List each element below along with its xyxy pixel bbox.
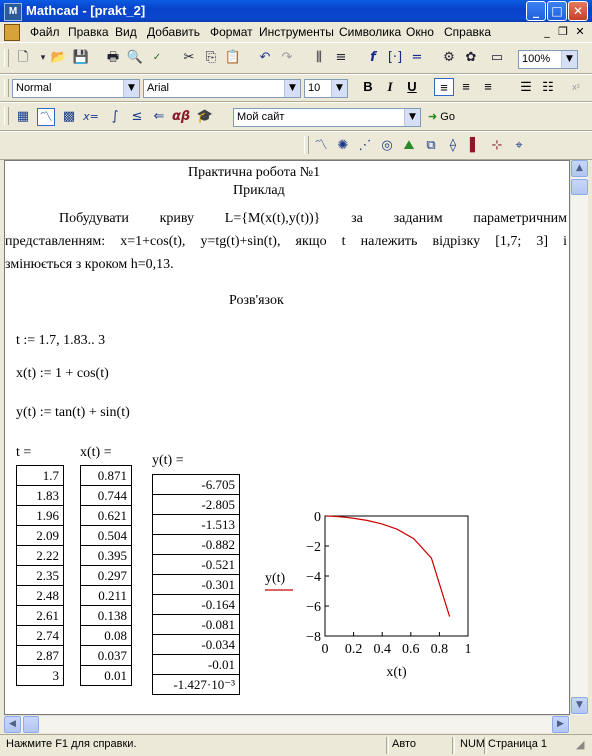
new-icon[interactable]: 🗋	[17, 50, 29, 65]
table-row	[153, 555, 240, 575]
menu-format[interactable]: Формат	[210, 25, 253, 39]
y-value-cell: -0.882	[153, 535, 240, 555]
xy-plot-icon[interactable]: 〽	[314, 138, 328, 153]
status-separator	[484, 737, 487, 754]
italic-button[interactable]: I	[387, 79, 393, 94]
table-row	[17, 646, 64, 666]
style-value: Normal	[16, 82, 52, 94]
table-row	[153, 475, 240, 495]
go-arrow-icon: ➜	[428, 111, 438, 123]
x-value-cell: 0.621	[81, 506, 132, 526]
3d-scatter-icon[interactable]: ⛰	[403, 138, 415, 153]
math-toolbar	[0, 102, 592, 131]
table-row	[81, 506, 132, 526]
menu-view[interactable]: Вид	[115, 25, 137, 39]
status-num-lock: NUM	[460, 738, 486, 750]
zoom-dropdown-icon[interactable]: ▼	[561, 51, 577, 68]
x-value-cell: 0.744	[81, 486, 132, 506]
align-across-icon[interactable]: ⫼	[316, 50, 322, 65]
style-select[interactable]	[12, 79, 140, 98]
table-row	[153, 675, 240, 695]
table-row	[17, 566, 64, 586]
evaluation-icon[interactable]: x=	[83, 110, 99, 123]
horizontal-scrollbar[interactable]	[4, 715, 570, 733]
x-tick-label: 0.2	[344, 642, 363, 657]
calculate-icon[interactable]: =	[411, 50, 423, 65]
task-line-2: представленням: x=1+cos(t), y=tg(t)+sin(t), якщо t належить відрізку [1,7; 3] і	[5, 234, 567, 249]
align-down-icon[interactable]: ≡	[335, 50, 347, 65]
font-size-select[interactable]	[304, 79, 348, 98]
y-function-definition[interactable]: y(t) := tan(t) + sin(t)	[16, 405, 130, 420]
worksheet[interactable]	[4, 160, 570, 715]
graph-toolbar-icon[interactable]: 〽	[37, 108, 55, 126]
toolbar-grip[interactable]	[4, 79, 9, 97]
x-function-definition[interactable]: x(t) := 1 + cos(t)	[16, 366, 109, 381]
t-value-cell: 2.87	[17, 646, 64, 666]
go-button[interactable]	[428, 110, 455, 123]
x-value-cell: 0.504	[81, 526, 132, 546]
y-value-cell: -6.705	[153, 475, 240, 495]
zoom-value: 100%	[522, 53, 551, 65]
t-value-cell: 1.7	[17, 466, 64, 486]
table-row	[17, 546, 64, 566]
y-value-cell: -0.081	[153, 615, 240, 635]
url-value: Мой сайт	[237, 111, 285, 123]
window-title: Mathcad - [prakt_2]	[26, 3, 146, 18]
x-value-cell: 0.211	[81, 586, 132, 606]
font-size-value: 10	[308, 82, 321, 94]
table-row	[81, 566, 132, 586]
matrix-icon[interactable]: ▩	[62, 109, 76, 124]
status-separator	[386, 737, 389, 754]
x-tick-label: 0.8	[430, 642, 449, 657]
scroll-left-button[interactable]: ◀	[4, 716, 21, 733]
menu-file[interactable]: Файл	[30, 25, 60, 39]
zoom-select[interactable]	[518, 50, 578, 69]
bold-button[interactable]: B	[363, 79, 373, 94]
plot-frame	[325, 516, 468, 636]
x-tick-label: 1	[464, 642, 472, 657]
table-row	[17, 666, 64, 686]
table-row	[153, 615, 240, 635]
3d-bar-icon[interactable]: ⧉	[426, 138, 436, 153]
menu-insert[interactable]: Добавить	[147, 25, 201, 39]
status-bar	[0, 734, 592, 756]
x-eval-label: x(t) =	[80, 445, 112, 460]
x-value-cell: 0.01	[81, 666, 132, 686]
doc-close-icon[interactable]: ✕	[575, 25, 585, 38]
table-row	[81, 626, 132, 646]
t-range-definition[interactable]: t := 1.7, 1.83.. 3	[16, 333, 106, 348]
table-row	[81, 646, 132, 666]
scroll-down-button[interactable]: ▼	[571, 697, 588, 714]
y-eval-label: y(t) =	[152, 453, 184, 468]
insert-unit-icon[interactable]: [·]	[387, 50, 403, 65]
symbolic-icon[interactable]: 🎓	[196, 109, 214, 124]
x-value-cell: 0.138	[81, 606, 132, 626]
table-row	[153, 655, 240, 675]
series-line	[326, 516, 449, 617]
y-value-cell: -1.513	[153, 515, 240, 535]
t-value-cell: 2.35	[17, 566, 64, 586]
status-calc-mode: Авто	[392, 738, 416, 750]
font-select[interactable]	[143, 79, 301, 98]
t-value-cell: 1.96	[17, 506, 64, 526]
zoom-icon[interactable]: ⊹	[491, 138, 503, 153]
x-axis-label: x(t)	[386, 665, 407, 680]
solution-heading: Розв'язок	[229, 293, 284, 308]
table-row	[153, 595, 240, 615]
table-row	[153, 515, 240, 535]
vertical-scroll-thumb[interactable]	[571, 179, 588, 195]
toolbar-grip[interactable]	[4, 107, 9, 125]
bullets-icon[interactable]: ☰	[520, 79, 532, 94]
toolbar-grip[interactable]	[4, 49, 9, 67]
table-row	[81, 466, 132, 486]
table-row	[153, 495, 240, 515]
worksheet-subtitle: Приклад	[233, 183, 285, 198]
maximize-button[interactable]: □	[547, 1, 567, 21]
table-row	[153, 575, 240, 595]
copy-icon[interactable]: ⎘	[205, 50, 217, 65]
x-value-cell: 0.297	[81, 566, 132, 586]
y-tick-label: −4	[306, 570, 321, 585]
worksheet-title: Практична робота №1	[188, 165, 321, 180]
x-value-cell: 0.395	[81, 546, 132, 566]
programming-icon[interactable]: ⇐	[153, 109, 165, 124]
table-row	[17, 606, 64, 626]
status-help-text: Нажмите F1 для справки.	[6, 738, 137, 750]
standard-toolbar	[0, 42, 592, 74]
redo-icon[interactable]: ↷	[281, 50, 293, 65]
t-value-cell: 2.61	[17, 606, 64, 626]
menu-tools[interactable]: Инструменты	[259, 25, 334, 39]
t-eval-label: t =	[16, 445, 32, 460]
align-center-icon[interactable]: ≡	[462, 79, 470, 94]
t-value-cell: 2.09	[17, 526, 64, 546]
t-value-cell: 2.48	[17, 586, 64, 606]
x-value-cell: 0.08	[81, 626, 132, 646]
doc-restore-icon[interactable]: ❐	[558, 25, 568, 38]
polar-plot-icon[interactable]: ✺	[337, 138, 349, 153]
table-row	[81, 666, 132, 686]
task-line-3: змінюється з кроком h=0,13.	[5, 257, 174, 272]
menu-edit[interactable]: Правка	[68, 25, 109, 39]
menu-help[interactable]: Справка	[444, 25, 492, 39]
table-row	[81, 486, 132, 506]
horizontal-scroll-thumb[interactable]	[23, 716, 39, 733]
t-values-table[interactable]	[16, 465, 64, 686]
task-line-1: Побудувати криву L={M(x(t),y(t))} за заданим параметричним	[59, 211, 567, 226]
calculator-icon[interactable]: ▦	[16, 109, 30, 124]
toolbar-grip[interactable]	[304, 136, 309, 154]
table-row	[17, 586, 64, 606]
table-row	[153, 635, 240, 655]
table-row	[17, 486, 64, 506]
cut-icon[interactable]: ✂	[183, 50, 195, 65]
url-select[interactable]	[233, 108, 421, 127]
x-tick-label: 0.4	[373, 642, 391, 657]
formatting-toolbar	[0, 74, 592, 102]
table-row	[81, 606, 132, 626]
table-row	[17, 466, 64, 486]
y-value-cell: -2.805	[153, 495, 240, 515]
insert-component-icon[interactable]: ⚙	[443, 50, 455, 65]
title-bar	[0, 0, 592, 22]
t-value-cell: 1.83	[17, 486, 64, 506]
boolean-icon[interactable]: ≤	[131, 109, 143, 124]
underline-button[interactable]: U	[407, 79, 417, 94]
vector-field-icon[interactable]: ⟠	[449, 138, 457, 153]
numbering-icon[interactable]: ☷	[542, 79, 554, 94]
xy-plot[interactable]	[263, 501, 478, 681]
table-row	[17, 506, 64, 526]
close-button[interactable]: ✕	[568, 1, 588, 21]
doc-minimize-icon[interactable]: _	[544, 25, 550, 38]
y-value-cell: -0.034	[153, 635, 240, 655]
table-row	[17, 626, 64, 646]
table-row	[153, 535, 240, 555]
font-value: Arial	[147, 82, 170, 94]
y-values-table[interactable]	[152, 474, 240, 695]
minimize-button[interactable]: _	[526, 1, 546, 21]
scroll-up-button[interactable]: ▲	[571, 160, 588, 177]
y-value-cell: -1.427·10⁻³	[153, 675, 240, 695]
font-size-dropdown-icon[interactable]: ▼	[331, 80, 347, 97]
print-preview-icon[interactable]: 🔍	[126, 50, 144, 65]
t-value-cell: 2.74	[17, 626, 64, 646]
resource-center-icon[interactable]: ✿	[465, 50, 477, 65]
go-label: Go	[440, 111, 455, 123]
trace-icon[interactable]: ⌖	[515, 138, 523, 153]
url-dropdown-icon[interactable]: ▼	[404, 109, 420, 126]
superscript-icon[interactable]: x²	[572, 82, 580, 92]
document-icon[interactable]	[4, 24, 20, 41]
y-tick-label: −8	[306, 630, 321, 645]
bar-chart-icon[interactable]: ▌	[470, 138, 480, 153]
menu-window[interactable]: Окно	[406, 25, 434, 39]
surface-plot-icon[interactable]: ⋰	[358, 138, 372, 153]
insert-hyperlink-icon[interactable]: ▭	[490, 50, 504, 65]
mathcad-app-icon[interactable]: M	[4, 3, 22, 21]
insert-function-icon[interactable]: f	[370, 50, 376, 65]
print-icon[interactable]: 🖶	[106, 50, 120, 65]
x-value-cell: 0.871	[81, 466, 132, 486]
y-tick-label: −6	[306, 600, 321, 615]
y-value-cell: -0.01	[153, 655, 240, 675]
font-dropdown-icon[interactable]: ▼	[284, 80, 300, 97]
graph-toolbar	[0, 131, 592, 160]
table-row	[81, 526, 132, 546]
table-row	[81, 546, 132, 566]
x-values-table[interactable]	[80, 465, 132, 686]
x-tick-label: 0	[321, 642, 329, 657]
menu-symbolics[interactable]: Символика	[339, 25, 402, 39]
table-row	[81, 586, 132, 606]
open-icon[interactable]: 📂	[50, 50, 68, 65]
y-tick-label: −2	[306, 540, 321, 555]
x-tick-label: 0.6	[402, 642, 420, 657]
align-left-icon[interactable]: ≡	[434, 78, 454, 96]
status-page: Страница 1	[488, 738, 548, 750]
calculus-icon[interactable]: ∫	[111, 109, 119, 124]
y-value-cell: -0.301	[153, 575, 240, 595]
t-value-cell: 2.22	[17, 546, 64, 566]
y-value-cell: -0.164	[153, 595, 240, 615]
save-icon[interactable]: 💾	[72, 50, 90, 65]
y-value-cell: -0.521	[153, 555, 240, 575]
spell-check-icon[interactable]: ✓	[152, 52, 162, 63]
y-tick-label: 0	[314, 510, 321, 525]
y-axis-label: y(t)	[265, 571, 286, 586]
table-row	[17, 526, 64, 546]
x-value-cell: 0.037	[81, 646, 132, 666]
paste-icon[interactable]: 📋	[224, 50, 242, 65]
contour-plot-icon[interactable]: ◎	[381, 138, 393, 153]
menu-bar	[0, 22, 592, 42]
t-value-cell: 3	[17, 666, 64, 686]
greek-icon[interactable]: αβ	[172, 109, 191, 124]
resize-grip-icon[interactable]: ◢	[576, 739, 585, 751]
status-separator	[452, 737, 455, 754]
undo-icon[interactable]: ↶	[259, 50, 271, 65]
style-dropdown-icon[interactable]: ▼	[123, 80, 139, 97]
align-right-icon[interactable]: ≡	[484, 79, 492, 94]
vertical-scrollbar[interactable]	[570, 160, 588, 715]
new-dropdown-icon[interactable]: ▾	[40, 53, 46, 63]
scroll-right-button[interactable]: ▶	[552, 716, 569, 733]
